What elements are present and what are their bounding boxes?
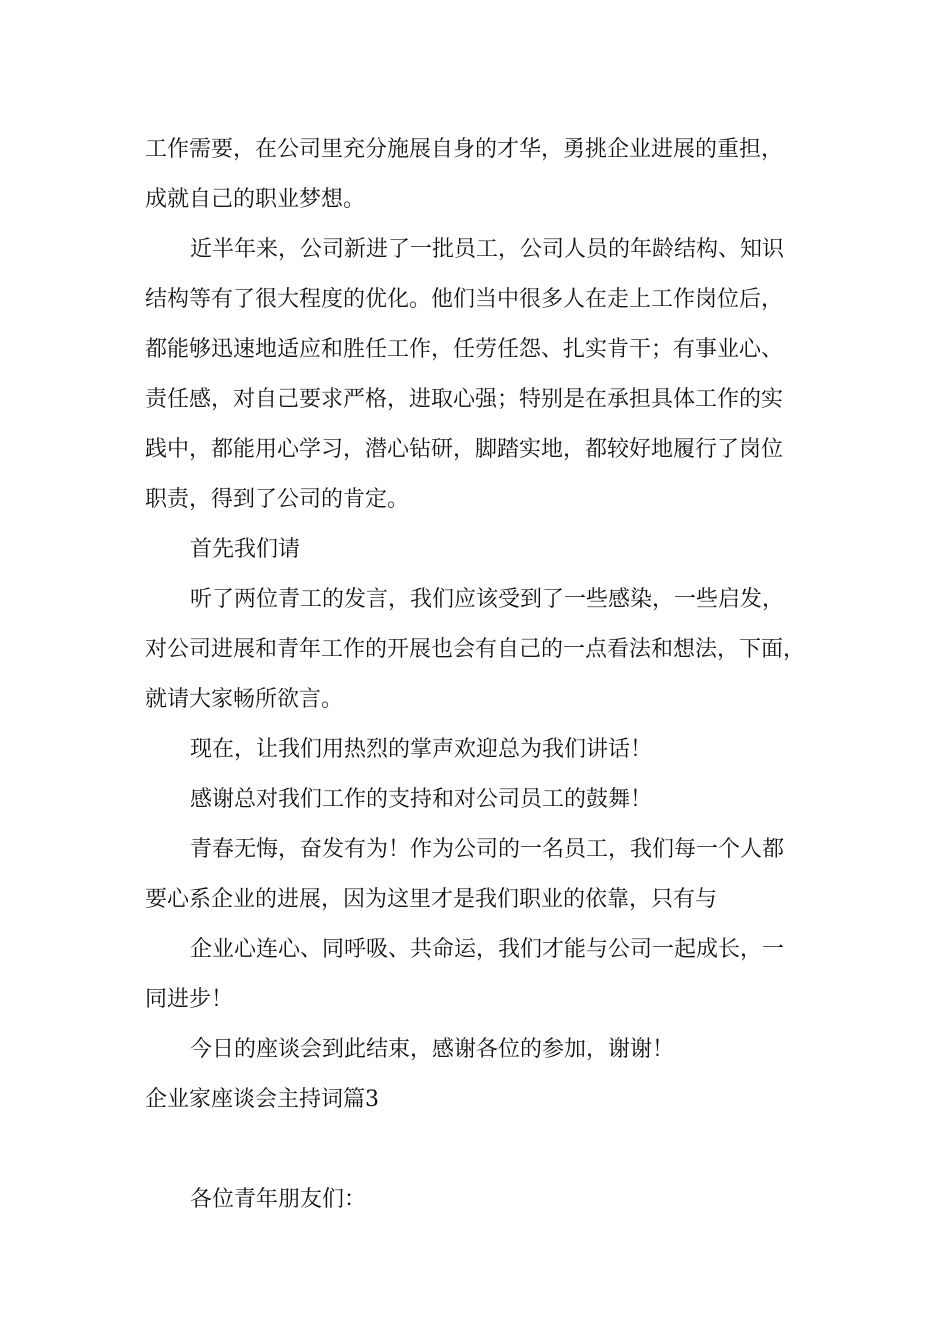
text-line: 要心系企业的进展，因为这里才是我们职业的依靠，只有与 <box>145 887 718 912</box>
text-line: 感谢总对我们工作的支持和对公司员工的鼓舞！ <box>190 787 653 812</box>
text-line: 企业心连心、同呼吸、共命运，我们才能与公司一起成长，一 <box>190 937 785 962</box>
text-line: 成就自己的职业梦想。 <box>145 187 366 212</box>
text-line: 近半年来，公司新进了一批员工，公司人员的年龄结构、知识 <box>190 237 785 262</box>
text-line: 就请大家畅所欲言。 <box>145 687 344 712</box>
text-line: 工作需要，在公司里充分施展自身的才华，勇挑企业进展的重担， <box>145 137 784 162</box>
text-line: 对公司进展和青年工作的开展也会有自己的一点看法和想法，下面， <box>145 637 806 662</box>
text-line: 都能够迅速地适应和胜任工作，任劳任怨、扎实肯干；有事业心、 <box>145 337 784 362</box>
text-line: 听了两位青工的发言，我们应该受到了一些感染，一些启发， <box>190 587 785 612</box>
section-heading: 企业家座谈会主持词篇3 <box>145 1087 379 1112</box>
text-line: 首先我们请 <box>190 537 301 562</box>
text-line: 责任感，对自己要求严格，进取心强；特别是在承担具体工作的实 <box>145 387 784 412</box>
text-line: 同进步！ <box>145 987 234 1012</box>
text-line: 今日的座谈会到此结束，感谢各位的参加，谢谢！ <box>190 1037 675 1062</box>
text-line: 青春无悔，奋发有为！作为公司的一名员工，我们每一个人都 <box>190 837 785 862</box>
text-line: 践中，都能用心学习，潜心钻研，脚踏实地，都较好地履行了岗位 <box>145 437 784 462</box>
text-line: 结构等有了很大程度的优化。他们当中很多人在走上工作岗位后， <box>145 287 784 312</box>
text-line: 各位青年朋友们： <box>190 1187 367 1212</box>
text-line: 现在，让我们用热烈的掌声欢迎总为我们讲话！ <box>190 737 653 762</box>
text-line: 职责，得到了公司的肯定。 <box>145 487 410 512</box>
